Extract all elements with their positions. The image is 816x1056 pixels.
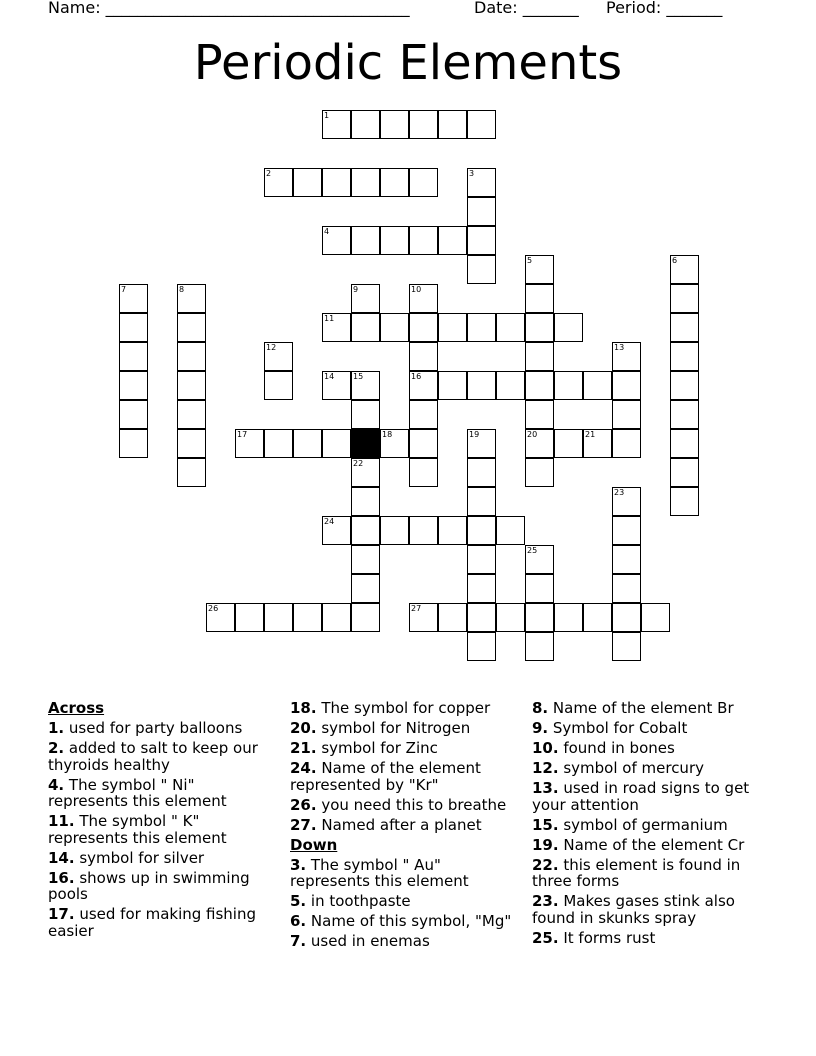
clue-item bbox=[48, 870, 273, 903]
clue-item-text: Makes gases stink also found in skunks spray bbox=[532, 892, 735, 927]
crossword-cell[interactable] bbox=[525, 255, 554, 284]
clue-number: 6 bbox=[672, 256, 678, 265]
clue-item bbox=[290, 933, 515, 950]
crossword-cell[interactable] bbox=[351, 400, 380, 429]
crossword-cell[interactable] bbox=[293, 603, 322, 632]
clue-item-number: 21. bbox=[290, 739, 317, 757]
clue-item-number: 5. bbox=[290, 892, 307, 910]
clue-item-text: Name of the element Br bbox=[548, 699, 734, 717]
crossword-cell[interactable] bbox=[322, 226, 351, 255]
crossword-cell[interactable] bbox=[612, 429, 641, 458]
clue-item bbox=[48, 720, 273, 737]
crossword-cell[interactable] bbox=[525, 400, 554, 429]
crossword-cell[interactable] bbox=[380, 168, 409, 197]
clue-item-number: 26. bbox=[290, 795, 317, 814]
clue-item-number: 3. bbox=[290, 855, 307, 874]
clue-item-text: in toothpaste bbox=[306, 892, 411, 910]
crossword-cell[interactable] bbox=[409, 313, 438, 342]
crossword-cell[interactable] bbox=[322, 516, 351, 545]
crossword-cell[interactable] bbox=[525, 458, 554, 487]
crossword-cell[interactable] bbox=[119, 342, 148, 371]
crossword-cell[interactable] bbox=[438, 226, 467, 255]
clue-item-number: 19. bbox=[532, 835, 559, 854]
clue-item-text: shows up in swimming pools bbox=[48, 868, 250, 903]
crossword-cell[interactable] bbox=[438, 313, 467, 342]
crossword-cell[interactable] bbox=[264, 371, 293, 400]
crossword-cell[interactable] bbox=[670, 284, 699, 313]
crossword-cell[interactable] bbox=[409, 458, 438, 487]
crossword-cell[interactable] bbox=[380, 110, 409, 139]
clues-column-3 bbox=[532, 700, 762, 950]
crossword-cell[interactable] bbox=[380, 313, 409, 342]
clue-item-text: symbol for silver bbox=[74, 848, 205, 867]
clue-item bbox=[290, 893, 515, 910]
clue-item-number: 10. bbox=[532, 739, 559, 757]
clue-number: 1 bbox=[324, 111, 330, 120]
clue-item-text: this element is found in three forms bbox=[532, 855, 741, 890]
clue-item-text: The symbol " K" represents this element bbox=[48, 812, 227, 847]
clue-item-number: 12. bbox=[532, 759, 559, 777]
clue-item-number: 13. bbox=[532, 779, 559, 797]
crossword-cell[interactable] bbox=[525, 371, 554, 400]
crossword-cell[interactable] bbox=[467, 226, 496, 255]
crossword-cell[interactable] bbox=[409, 110, 438, 139]
crossword-cell[interactable] bbox=[351, 487, 380, 516]
clue-item-number: 16. bbox=[48, 868, 75, 887]
crossword-cell[interactable] bbox=[467, 255, 496, 284]
clue-item bbox=[532, 817, 762, 834]
clue-number: 15 bbox=[353, 372, 364, 381]
clue-item-text: used for party balloons bbox=[64, 719, 243, 737]
clue-item bbox=[290, 797, 515, 814]
clue-item bbox=[48, 813, 273, 846]
clue-number: 12 bbox=[266, 343, 277, 352]
clue-item-text: symbol for Nitrogen bbox=[316, 719, 471, 737]
crossword-cell[interactable] bbox=[264, 429, 293, 458]
crossword-cell[interactable] bbox=[612, 545, 641, 574]
down-heading: Down bbox=[290, 835, 338, 854]
crossword-cell[interactable] bbox=[438, 371, 467, 400]
clue-item-text: The symbol " Ni" represents this element bbox=[48, 775, 227, 810]
clue-number: 5 bbox=[527, 256, 533, 265]
clue-item-text: found in bones bbox=[558, 739, 675, 757]
crossword-cell[interactable] bbox=[119, 313, 148, 342]
crossword-cell[interactable] bbox=[177, 342, 206, 371]
clue-item bbox=[532, 930, 762, 947]
clue-number: 26 bbox=[208, 604, 219, 613]
clue-item-number: 8. bbox=[532, 699, 549, 717]
clue-item bbox=[290, 760, 515, 793]
crossword-cell[interactable] bbox=[612, 400, 641, 429]
crossword-cell[interactable] bbox=[438, 110, 467, 139]
clue-number: 14 bbox=[324, 372, 335, 381]
crossword-cell[interactable] bbox=[467, 545, 496, 574]
crossword-cell[interactable] bbox=[467, 516, 496, 545]
crossword-cell[interactable] bbox=[235, 429, 264, 458]
crossword-cell[interactable] bbox=[322, 603, 351, 632]
crossword-cell[interactable] bbox=[554, 603, 583, 632]
crossword-cell[interactable] bbox=[612, 516, 641, 545]
crossword-cell[interactable] bbox=[409, 342, 438, 371]
crossword-cell[interactable] bbox=[264, 342, 293, 371]
clue-item-text: Symbol for Cobalt bbox=[548, 719, 688, 737]
crossword-cell[interactable] bbox=[641, 603, 670, 632]
crossword-cell[interactable] bbox=[467, 458, 496, 487]
clue-item-text: It forms rust bbox=[558, 928, 656, 947]
crossword-cell[interactable] bbox=[612, 574, 641, 603]
clue-number: 27 bbox=[411, 604, 422, 613]
clue-item bbox=[532, 740, 762, 757]
clue-number: 16 bbox=[411, 372, 422, 381]
date-field[interactable]: Date: _______ bbox=[474, 0, 579, 17]
crossword-cell[interactable] bbox=[467, 603, 496, 632]
clue-number: 10 bbox=[411, 285, 422, 294]
crossword-cell[interactable] bbox=[351, 574, 380, 603]
crossword-cell[interactable] bbox=[496, 516, 525, 545]
crossword-cell[interactable] bbox=[351, 226, 380, 255]
clue-item-text: The symbol for copper bbox=[316, 699, 491, 717]
crossword-cell[interactable] bbox=[351, 371, 380, 400]
clue-item-text: The symbol " Au" represents this element bbox=[290, 855, 469, 890]
crossword-cell[interactable] bbox=[612, 632, 641, 661]
crossword-cell[interactable] bbox=[409, 516, 438, 545]
clue-item-number: 11. bbox=[48, 812, 75, 830]
clue-number: 19 bbox=[469, 430, 480, 439]
clue-item-number: 27. bbox=[290, 815, 317, 834]
crossword-cell[interactable] bbox=[264, 603, 293, 632]
crossword-cell[interactable] bbox=[583, 371, 612, 400]
clue-number: 20 bbox=[527, 430, 538, 439]
crossword-cell[interactable] bbox=[206, 603, 235, 632]
crossword-cell[interactable] bbox=[351, 168, 380, 197]
crossword-cell[interactable] bbox=[496, 371, 525, 400]
clue-item bbox=[532, 700, 762, 717]
clue-item-number: 7. bbox=[290, 932, 307, 950]
clue-item-number: 1. bbox=[48, 719, 65, 737]
period-field[interactable]: Period: _______ bbox=[606, 0, 723, 17]
crossword-cell[interactable] bbox=[293, 168, 322, 197]
clue-item-number: 25. bbox=[532, 928, 559, 947]
clue-number: 7 bbox=[121, 285, 127, 294]
crossword-cell[interactable] bbox=[525, 313, 554, 342]
clue-number: 17 bbox=[237, 430, 248, 439]
crossword-cell[interactable] bbox=[525, 632, 554, 661]
crossword-cell[interactable] bbox=[525, 429, 554, 458]
clues-column-2 bbox=[290, 700, 515, 953]
crossword-cell[interactable] bbox=[554, 313, 583, 342]
crossword-cell[interactable] bbox=[525, 342, 554, 371]
clue-item bbox=[290, 740, 515, 757]
crossword-cell[interactable] bbox=[525, 545, 554, 574]
clue-item-number: 20. bbox=[290, 719, 317, 737]
crossword-cell[interactable] bbox=[467, 429, 496, 458]
clue-item-number: 2. bbox=[48, 739, 65, 757]
clue-item-text: used in enemas bbox=[306, 932, 430, 950]
crossword-cell[interactable] bbox=[177, 458, 206, 487]
crossword-cell[interactable] bbox=[177, 429, 206, 458]
clue-number: 4 bbox=[324, 227, 330, 236]
clue-number: 25 bbox=[527, 546, 538, 555]
clue-item-number: 24. bbox=[290, 759, 317, 777]
crossword-cell[interactable] bbox=[496, 603, 525, 632]
clue-item bbox=[48, 740, 273, 773]
crossword-cell[interactable] bbox=[496, 313, 525, 342]
crossword-cell[interactable] bbox=[409, 284, 438, 313]
crossword-cell[interactable] bbox=[525, 603, 554, 632]
crossword-cell[interactable] bbox=[612, 371, 641, 400]
crossword-cell[interactable] bbox=[351, 458, 380, 487]
crossword-cell[interactable] bbox=[322, 429, 351, 458]
crossword-cell[interactable] bbox=[670, 429, 699, 458]
clue-item-text: you need this to breathe bbox=[316, 795, 507, 814]
crossword-cell[interactable] bbox=[583, 603, 612, 632]
crossword-cell[interactable] bbox=[351, 603, 380, 632]
crossword-cell[interactable] bbox=[119, 429, 148, 458]
crossword-cell[interactable] bbox=[409, 168, 438, 197]
crossword-cell[interactable] bbox=[177, 371, 206, 400]
crossword-cell[interactable] bbox=[525, 574, 554, 603]
crossword-cell[interactable] bbox=[554, 371, 583, 400]
clue-item bbox=[532, 837, 762, 854]
page-title: Periodic Elements bbox=[193, 35, 623, 91]
crossword-cell[interactable] bbox=[119, 284, 148, 313]
crossword-cell[interactable] bbox=[670, 371, 699, 400]
crossword-cell[interactable] bbox=[467, 313, 496, 342]
crossword-cell[interactable] bbox=[467, 168, 496, 197]
crossword-cell[interactable] bbox=[583, 429, 612, 458]
crossword-cell[interactable] bbox=[351, 545, 380, 574]
crossword-cell[interactable] bbox=[380, 516, 409, 545]
crossword-cell[interactable] bbox=[467, 197, 496, 226]
clue-item-text: Name of the element represented by "Kr" bbox=[290, 759, 481, 794]
crossword-cell[interactable] bbox=[670, 342, 699, 371]
clue-number: 9 bbox=[353, 285, 359, 294]
clue-item bbox=[532, 760, 762, 777]
crossword-cell[interactable] bbox=[670, 400, 699, 429]
crossword-cell[interactable] bbox=[467, 371, 496, 400]
crossword-cell[interactable] bbox=[322, 313, 351, 342]
clue-item-number: 22. bbox=[532, 855, 559, 874]
crossword-cell[interactable] bbox=[612, 603, 641, 632]
clue-item-number: 18. bbox=[290, 699, 317, 717]
clue-item-text: added to salt to keep our thyroids healthy bbox=[48, 739, 258, 774]
crossword-cell[interactable] bbox=[670, 458, 699, 487]
crossword-cell[interactable] bbox=[554, 429, 583, 458]
clue-item-number: 23. bbox=[532, 892, 559, 910]
clue-item bbox=[48, 777, 273, 810]
clue-item-number: 17. bbox=[48, 905, 75, 923]
clue-item-text: symbol for Zinc bbox=[316, 739, 438, 757]
clue-item-number: 6. bbox=[290, 912, 307, 930]
clue-number: 21 bbox=[585, 430, 596, 439]
clue-item bbox=[532, 893, 762, 926]
clue-number: 18 bbox=[382, 430, 393, 439]
crossword-cell[interactable] bbox=[670, 487, 699, 516]
crossword-cell[interactable] bbox=[409, 371, 438, 400]
clue-item-text: symbol of mercury bbox=[558, 759, 704, 777]
clue-item bbox=[290, 857, 515, 890]
crossword-cell[interactable] bbox=[351, 313, 380, 342]
clue-item-text: Named after a planet bbox=[316, 815, 482, 834]
crossword-cell[interactable] bbox=[670, 313, 699, 342]
crossword-cell[interactable] bbox=[380, 429, 409, 458]
clue-item bbox=[290, 720, 515, 737]
clue-item bbox=[290, 817, 515, 834]
crossword-cell[interactable] bbox=[612, 342, 641, 371]
crossword-cell[interactable] bbox=[467, 110, 496, 139]
clue-item-text: used for making fishing easier bbox=[48, 905, 256, 940]
crossword-cell[interactable] bbox=[322, 110, 351, 139]
clue-item-number: 4. bbox=[48, 775, 65, 794]
clue-number: 2 bbox=[266, 169, 272, 178]
clue-item bbox=[48, 906, 273, 939]
clue-item-number: 15. bbox=[532, 815, 559, 834]
clue-item-text: used in road signs to get your attention bbox=[532, 779, 750, 814]
clue-item-text: Name of the element Cr bbox=[558, 835, 745, 854]
clue-item-text: Name of this symbol, "Mg" bbox=[306, 912, 512, 930]
crossword-block-cell bbox=[351, 429, 380, 458]
crossword-cell[interactable] bbox=[177, 284, 206, 313]
crossword-cell[interactable] bbox=[351, 110, 380, 139]
crossword-cell[interactable] bbox=[380, 226, 409, 255]
crossword-cell[interactable] bbox=[322, 371, 351, 400]
clue-item bbox=[532, 780, 762, 813]
crossword-cell[interactable] bbox=[409, 400, 438, 429]
crossword-cell[interactable] bbox=[467, 487, 496, 516]
crossword-cell[interactable] bbox=[235, 603, 264, 632]
clue-number: 8 bbox=[179, 285, 185, 294]
crossword-cell[interactable] bbox=[409, 603, 438, 632]
clue-item-number: 14. bbox=[48, 848, 75, 867]
clue-item bbox=[532, 857, 762, 890]
crossword-cell[interactable] bbox=[438, 603, 467, 632]
crossword-cell[interactable] bbox=[293, 429, 322, 458]
clue-number: 3 bbox=[469, 169, 475, 178]
clue-item-text: symbol of germanium bbox=[558, 815, 728, 834]
crossword-cell[interactable] bbox=[409, 226, 438, 255]
crossword-cell[interactable] bbox=[438, 516, 467, 545]
across-heading: Across bbox=[48, 699, 105, 717]
crossword-cell[interactable] bbox=[351, 516, 380, 545]
crossword-cell[interactable] bbox=[467, 574, 496, 603]
crossword-cell[interactable] bbox=[351, 284, 380, 313]
clue-item bbox=[290, 913, 515, 930]
clue-number: 13 bbox=[614, 343, 625, 352]
crossword-cell[interactable] bbox=[119, 400, 148, 429]
clues-column-1 bbox=[48, 700, 273, 943]
crossword-cell[interactable] bbox=[177, 400, 206, 429]
clue-number: 11 bbox=[324, 314, 335, 323]
crossword-cell[interactable] bbox=[322, 168, 351, 197]
crossword-cell[interactable] bbox=[612, 487, 641, 516]
crossword-cell[interactable] bbox=[467, 632, 496, 661]
crossword-cell[interactable] bbox=[525, 284, 554, 313]
clue-number: 24 bbox=[324, 517, 335, 526]
crossword-cell[interactable] bbox=[409, 429, 438, 458]
crossword-cell[interactable] bbox=[670, 255, 699, 284]
clue-number: 22 bbox=[353, 459, 364, 468]
clue-item bbox=[532, 720, 762, 737]
clue-item bbox=[48, 850, 273, 867]
clue-item-number: 9. bbox=[532, 719, 549, 737]
crossword-cell[interactable] bbox=[264, 168, 293, 197]
name-field[interactable]: Name: ______________________________________ bbox=[48, 0, 410, 17]
clue-item bbox=[290, 700, 515, 717]
crossword-cell[interactable] bbox=[119, 371, 148, 400]
clue-number: 23 bbox=[614, 488, 625, 497]
crossword-cell[interactable] bbox=[177, 313, 206, 342]
